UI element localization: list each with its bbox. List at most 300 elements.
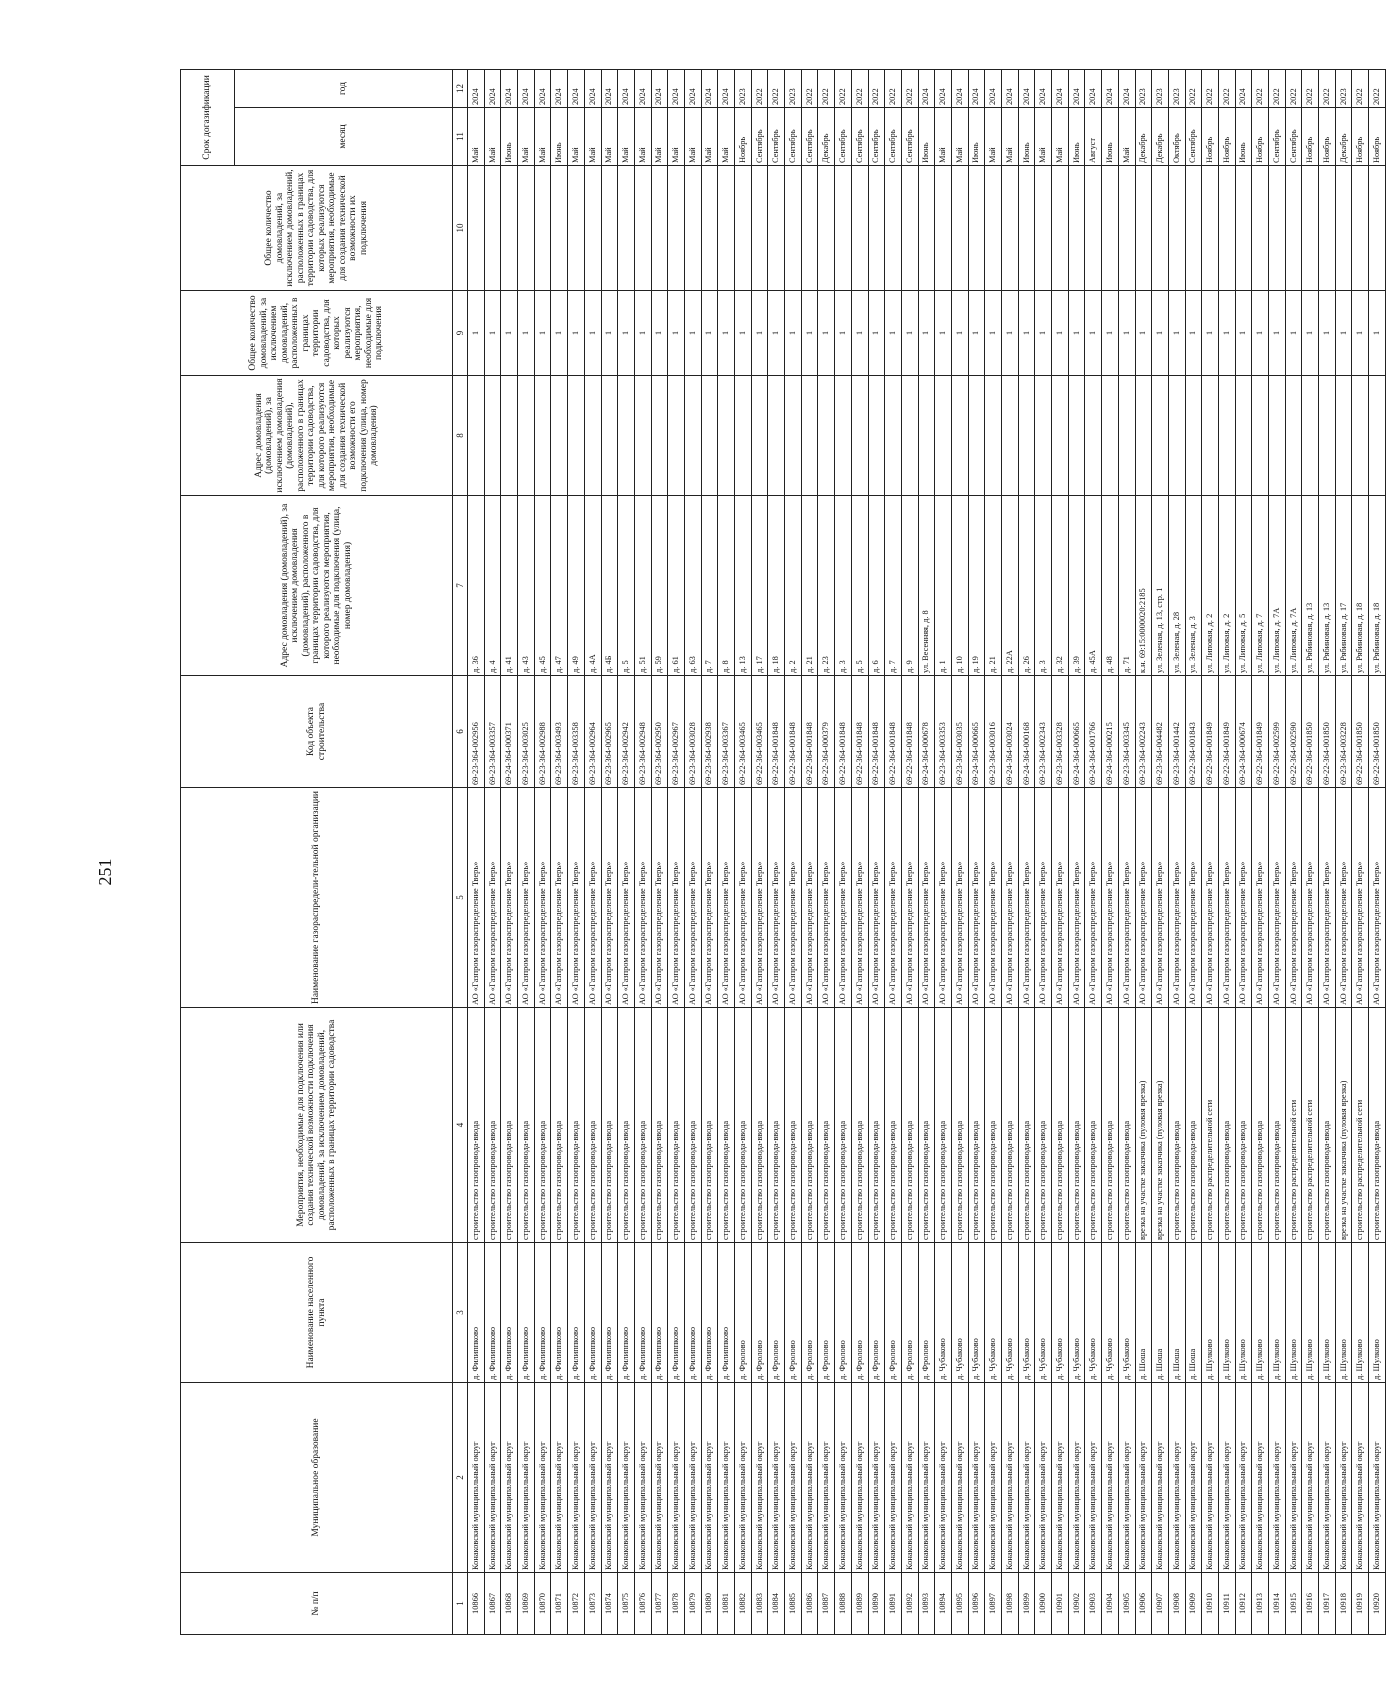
table-row [584,69,601,1634]
municipality-cell: Конаковский муниципальный округ [1335,1383,1352,1573]
settlement-cell: д. Чубаково [968,1243,985,1383]
object-code-cell: 69-24-364-000168 [1018,676,1035,788]
municipality-cell: Конаковский муниципальный округ [751,1383,768,1573]
address-connection-cell: д. 3 [1035,496,1052,676]
row-number: 10873 [584,1573,601,1635]
object-code-cell: 69-22-364-001849 [1202,676,1219,788]
count-connection-cell: 1 [718,291,735,376]
row-number: 10889 [851,1573,868,1635]
municipality-cell: Конаковский муниципальный округ [668,1383,685,1573]
measure-cell: строительство газопровода-ввода [1002,1008,1019,1243]
table-body [453,69,1386,1634]
column-number: 5 [453,788,468,1008]
municipality-cell: Конаковский муниципальный округ [1118,1383,1135,1573]
measure-cell: строительство газопровода-ввода [851,1008,868,1243]
count-connection-cell: 1 [618,291,635,376]
row-number: 10911 [1218,1573,1235,1635]
settlement-cell: д. Фролово [735,1243,752,1383]
object-code-cell: 69-22-364-001848 [885,676,902,788]
table-row [501,69,518,1634]
organization-cell: АО «Газпром газораспределение Тверь» [768,788,785,1008]
month-cell: Май [568,108,585,166]
year-cell: 2023 [1335,69,1352,107]
month-cell: Ноябрь [1252,108,1269,166]
table-row [1269,69,1286,1634]
month-cell: Май [1118,108,1135,166]
address-connection-cell: д. 8 [718,496,735,676]
table-row [534,69,551,1634]
settlement-cell: д. Шоша [1185,1243,1202,1383]
object-code-cell: 69-24-364-000674 [1235,676,1252,788]
address-connection-cell: ул. Рябиновая, д. 17 [1335,496,1352,676]
municipality-cell: Конаковский муниципальный округ [618,1383,635,1573]
measure-cell: строительство газопровода-ввода [818,1008,835,1243]
organization-cell: АО «Газпром газораспределение Тверь» [1319,788,1336,1008]
settlement-cell: д. Филиппково [534,1243,551,1383]
count-connection-cell: 1 [1252,291,1269,376]
object-code-cell: 69-22-364-001849 [1218,676,1235,788]
settlement-cell: д. Чубаково [1052,1243,1069,1383]
count-capability-cell [684,166,701,291]
table-row [468,69,485,1634]
year-cell: 2024 [668,69,685,107]
address-capability-cell [618,376,635,496]
object-code-cell: 69-23-364-003228 [1335,676,1352,788]
count-capability-cell [1168,166,1185,291]
address-capability-cell [985,376,1002,496]
count-capability-cell [785,166,802,291]
count-capability-cell [1218,166,1235,291]
row-number: 10882 [735,1573,752,1635]
object-code-cell: 69-22-364-001848 [835,676,852,788]
row-number: 10896 [968,1573,985,1635]
address-connection-cell: д. 4А [584,496,601,676]
organization-cell: АО «Газпром газораспределение Тверь» [785,788,802,1008]
object-code-cell: 69-23-364-003016 [985,676,1002,788]
header-count-connection: Общее количество домовладений, за исключением домовладений, расположенных в границах территории садоводства, для которых реализуются мероприятия, необходимые для подключения [181,291,453,376]
address-connection-cell: ул. Весенняя, д. 8 [918,496,935,676]
year-cell: 2024 [1018,69,1035,107]
month-cell: Декабрь [1335,108,1352,166]
settlement-cell: д. Шулково [1319,1243,1336,1383]
organization-cell: АО «Газпром газораспределение Тверь» [1135,788,1152,1008]
organization-cell: АО «Газпром газораспределение Тверь» [1118,788,1135,1008]
header-object-code: Код объекта строительства [181,676,453,788]
month-cell: Май [1035,108,1052,166]
object-code-cell: 69-23-364-002343 [1035,676,1052,788]
object-code-cell: 69-24-364-000665 [1068,676,1085,788]
settlement-cell: д. Филиппково [468,1243,485,1383]
table-row [818,69,835,1634]
column-number: 1 [453,1573,468,1635]
count-connection-cell: 1 [1302,291,1319,376]
settlement-cell: д. Чубаково [935,1243,952,1383]
count-connection-cell: 1 [935,291,952,376]
year-cell: 2024 [701,69,718,107]
municipality-cell: Конаковский муниципальный округ [868,1383,885,1573]
address-connection-cell: ул. Рябиновая, д. 18 [1352,496,1369,676]
object-code-cell: 69-23-364-003493 [551,676,568,788]
measure-cell: врезка на участке заказчика (пуловая врезка) [1152,1008,1169,1243]
row-number: 10877 [651,1573,668,1635]
address-connection-cell: д. 26 [1018,496,1035,676]
row-number: 10868 [501,1573,518,1635]
table-row [1218,69,1235,1634]
address-connection-cell: д. 49 [568,496,585,676]
settlement-cell: д. Шоша [1135,1243,1152,1383]
year-cell: 2024 [1085,69,1102,107]
address-connection-cell: д. 63 [684,496,701,676]
row-number: 10893 [918,1573,935,1635]
gasification-table [180,69,1386,1635]
address-capability-cell [935,376,952,496]
address-capability-cell [1102,376,1119,496]
object-code-cell: 69-23-364-002964 [584,676,601,788]
municipality-cell: Конаковский муниципальный округ [1035,1383,1052,1573]
table-row [701,69,718,1634]
organization-cell: АО «Газпром газораспределение Тверь» [684,788,701,1008]
settlement-cell: д. Шулково [1235,1243,1252,1383]
count-capability-cell [1352,166,1369,291]
column-number: 12 [453,69,468,107]
row-number: 10894 [935,1573,952,1635]
address-capability-cell [551,376,568,496]
municipality-cell: Конаковский муниципальный округ [1269,1383,1286,1573]
count-capability-cell [835,166,852,291]
measure-cell: строительство газопровода-ввода [968,1008,985,1243]
header-year: год [235,69,453,107]
address-connection-cell: д. 48 [1102,496,1119,676]
address-capability-cell [484,376,501,496]
address-capability-cell [568,376,585,496]
settlement-cell: д. Фролово [918,1243,935,1383]
count-capability-cell [801,166,818,291]
address-capability-cell [901,376,918,496]
year-cell: 2024 [1068,69,1085,107]
municipality-cell: Конаковский муниципальный округ [1235,1383,1252,1573]
row-number: 10886 [801,1573,818,1635]
address-capability-cell [1285,376,1302,496]
count-connection-cell: 1 [751,291,768,376]
municipality-cell: Конаковский муниципальный округ [768,1383,785,1573]
municipality-cell: Конаковский муниципальный округ [985,1383,1002,1573]
count-capability-cell [1335,166,1352,291]
address-capability-cell [1152,376,1169,496]
row-number: 10884 [768,1573,785,1635]
count-capability-cell [901,166,918,291]
count-capability-cell [701,166,718,291]
row-number: 10897 [985,1573,1002,1635]
address-capability-cell [501,376,518,496]
table-row [1285,69,1302,1634]
year-cell: 2022 [835,69,852,107]
header-count-capability: Общее количество домовладений, за исключением домовладений, расположенных в границах территории садоводства, для которых реализуются мероприятия, необходимые для создания технической возможности их подключения [181,166,453,291]
settlement-cell: д. Чубаково [1085,1243,1102,1383]
municipality-cell: Конаковский муниципальный округ [1135,1383,1152,1573]
measure-cell: строительство газопровода-ввода [484,1008,501,1243]
municipality-cell: Конаковский муниципальный округ [1052,1383,1069,1573]
address-connection-cell: д. 1 [935,496,952,676]
month-cell: Ноябрь [1218,108,1235,166]
measure-cell: строительство газопровода-ввода [901,1008,918,1243]
table-row [1369,69,1386,1634]
year-cell: 2024 [518,69,535,107]
count-connection-cell: 1 [851,291,868,376]
table-row [1102,69,1119,1634]
table-row [618,69,635,1634]
month-cell: Сентябрь [768,108,785,166]
address-connection-cell: д. 5 [618,496,635,676]
year-cell: 2024 [584,69,601,107]
table-row [518,69,535,1634]
count-capability-cell [1202,166,1219,291]
year-cell: 2024 [985,69,1002,107]
month-cell: Ноябрь [1302,108,1319,166]
address-connection-cell: ул. Зеленая, д. 28 [1168,496,1185,676]
column-number: 7 [453,496,468,676]
month-cell: Май [701,108,718,166]
count-capability-cell [468,166,485,291]
address-capability-cell [534,376,551,496]
settlement-cell: д. Чубаково [1002,1243,1019,1383]
row-number: 10905 [1118,1573,1135,1635]
municipality-cell: Конаковский муниципальный округ [901,1383,918,1573]
measure-cell: строительство газопровода-ввода [1235,1008,1252,1243]
municipality-cell: Конаковский муниципальный округ [701,1383,718,1573]
measure-cell: строительство газопровода-ввода [1052,1008,1069,1243]
month-cell: Октябрь [1168,108,1185,166]
row-number: 10885 [785,1573,802,1635]
address-connection-cell: д. 4Б [601,496,618,676]
address-connection-cell: ул. Рябиновая, д. 13 [1319,496,1336,676]
row-number: 10869 [518,1573,535,1635]
address-connection-cell: ул. Рябиновая, д. 13 [1302,496,1319,676]
count-connection-cell: 1 [818,291,835,376]
count-capability-cell [735,166,752,291]
table-row [735,69,752,1634]
month-cell: Июнь [1018,108,1035,166]
settlement-cell: д. Филиппково [601,1243,618,1383]
municipality-cell: Конаковский муниципальный округ [1285,1383,1302,1573]
address-capability-cell [1002,376,1019,496]
month-cell: Декабрь [1152,108,1169,166]
municipality-cell: Конаковский муниципальный округ [551,1383,568,1573]
address-connection-cell: ул. Зеленая, д. 13, стр. 1 [1152,496,1169,676]
month-cell: Май [618,108,635,166]
address-capability-cell [1302,376,1319,496]
count-connection-cell: 1 [1352,291,1369,376]
table-row [935,69,952,1634]
object-code-cell: 69-23-364-002942 [618,676,635,788]
month-cell: Май [584,108,601,166]
settlement-cell: д. Фролово [885,1243,902,1383]
object-code-cell: 69-22-364-003465 [751,676,768,788]
table-row [1052,69,1069,1634]
settlement-cell: д. Фролово [785,1243,802,1383]
organization-cell: АО «Газпром газораспределение Тверь» [1218,788,1235,1008]
count-connection-cell: 1 [534,291,551,376]
measure-cell: строительство газопровода-ввода [985,1008,1002,1243]
settlement-cell: д. Фролово [818,1243,835,1383]
object-code-cell: 69-22-364-001848 [768,676,785,788]
month-cell: Июнь [501,108,518,166]
municipality-cell: Конаковский муниципальный округ [1085,1383,1102,1573]
address-capability-cell [668,376,685,496]
count-capability-cell [634,166,651,291]
count-connection-cell: 1 [1202,291,1219,376]
settlement-cell: д. Филиппково [568,1243,585,1383]
organization-cell: АО «Газпром газораспределение Тверь» [885,788,902,1008]
measure-cell: врезка на участке заказчика (пуловая врезка) [1335,1008,1352,1243]
row-number: 10887 [818,1573,835,1635]
settlement-cell: д. Филиппково [701,1243,718,1383]
measure-cell: строительство газопровода-ввода [801,1008,818,1243]
address-capability-cell [768,376,785,496]
address-capability-cell [851,376,868,496]
address-capability-cell [751,376,768,496]
count-capability-cell [1135,166,1152,291]
table-row [768,69,785,1634]
month-cell: Май [468,108,485,166]
count-connection-cell: 1 [801,291,818,376]
organization-cell: АО «Газпром газораспределение Тверь» [584,788,601,1008]
rotated-page [180,70,1381,1635]
count-capability-cell [1052,166,1069,291]
table-row [901,69,918,1634]
address-capability-cell [818,376,835,496]
month-cell: Май [651,108,668,166]
year-cell: 2022 [1218,69,1235,107]
table-row [1085,69,1102,1634]
table-row [918,69,935,1634]
row-number: 10895 [951,1573,968,1635]
year-cell: 2024 [951,69,968,107]
column-number: 3 [453,1243,468,1383]
address-capability-cell [1052,376,1069,496]
measure-cell: строительство газопровода-ввода [1035,1008,1052,1243]
address-connection-cell: ул. Зеленая, д. 3 [1185,496,1202,676]
table-row [801,69,818,1634]
month-cell: Сентябрь [785,108,802,166]
measure-cell: строительство газопровода-ввода [651,1008,668,1243]
settlement-cell: д. Шулково [1252,1243,1269,1383]
municipality-cell: Конаковский муниципальный округ [1319,1383,1336,1573]
address-capability-cell [918,376,935,496]
row-number: 10880 [701,1573,718,1635]
month-cell: Май [684,108,701,166]
page-number: 251 [95,858,115,886]
year-cell: 2024 [1052,69,1069,107]
row-number: 10898 [1002,1573,1019,1635]
municipality-cell: Конаковский муниципальный округ [801,1383,818,1573]
row-number: 10892 [901,1573,918,1635]
month-cell: Ноябрь [1202,108,1219,166]
table-row [634,69,651,1634]
municipality-cell: Конаковский муниципальный округ [1185,1383,1202,1573]
settlement-cell: д. Фролово [768,1243,785,1383]
measure-cell: строительство газопровода-ввода [518,1008,535,1243]
count-capability-cell [1302,166,1319,291]
object-code-cell: 69-23-364-002950 [651,676,668,788]
year-cell: 2024 [468,69,485,107]
row-number: 10918 [1335,1573,1352,1635]
settlement-cell: д. Фролово [868,1243,885,1383]
organization-cell: АО «Газпром газораспределение Тверь» [751,788,768,1008]
organization-cell: АО «Газпром газораспределение Тверь» [1185,788,1202,1008]
year-cell: 2024 [935,69,952,107]
year-cell: 2022 [1185,69,1202,107]
year-cell: 2022 [1302,69,1319,107]
settlement-cell: д. Фролово [851,1243,868,1383]
settlement-cell: д. Шулково [1369,1243,1386,1383]
municipality-cell: Конаковский муниципальный округ [1068,1383,1085,1573]
address-connection-cell: д. 45 [534,496,551,676]
settlement-cell: д. Филиппково [518,1243,535,1383]
table-row [785,69,802,1634]
count-connection-cell: 1 [1152,291,1169,376]
month-cell: Май [484,108,501,166]
measure-cell: строительство распределительной сети [1352,1008,1369,1243]
address-capability-cell [1035,376,1052,496]
organization-cell: АО «Газпром газораспределение Тверь» [551,788,568,1008]
object-code-cell: 69-22-364-001849 [1252,676,1269,788]
settlement-cell: д. Филиппково [501,1243,518,1383]
address-capability-cell [951,376,968,496]
organization-cell: АО «Газпром газораспределение Тверь» [951,788,968,1008]
measure-cell: строительство газопровода-ввода [1319,1008,1336,1243]
month-cell: Май [718,108,735,166]
object-code-cell: 69-23-364-003367 [718,676,735,788]
month-cell: Сентябрь [1285,108,1302,166]
address-connection-cell: ул. Рябиновая, д. 18 [1369,496,1386,676]
count-capability-cell [1035,166,1052,291]
settlement-cell: д. Фролово [835,1243,852,1383]
measure-cell: строительство газопровода-ввода [768,1008,785,1243]
count-capability-cell [1269,166,1286,291]
settlement-cell: д. Шулково [1269,1243,1286,1383]
year-cell: 2024 [718,69,735,107]
year-cell: 2023 [735,69,752,107]
address-connection-cell: д. 19 [968,496,985,676]
count-connection-cell: 1 [768,291,785,376]
count-connection-cell: 1 [484,291,501,376]
measure-cell: строительство газопровода-ввода [1118,1008,1135,1243]
organization-cell: АО «Газпром газораспределение Тверь» [618,788,635,1008]
column-numbers-row [453,69,468,1634]
month-cell: Ноябрь [735,108,752,166]
count-connection-cell: 1 [1018,291,1035,376]
row-number: 10916 [1302,1573,1319,1635]
organization-cell: АО «Газпром газораспределение Тверь» [868,788,885,1008]
organization-cell: АО «Газпром газораспределение Тверь» [901,788,918,1008]
municipality-cell: Конаковский муниципальный округ [1168,1383,1185,1573]
column-number: 11 [453,108,468,166]
municipality-cell: Конаковский муниципальный округ [851,1383,868,1573]
year-cell: 2024 [1235,69,1252,107]
table-row [835,69,852,1634]
count-connection-cell: 1 [1068,291,1085,376]
municipality-cell: Конаковский муниципальный округ [634,1383,651,1573]
count-capability-cell [618,166,635,291]
row-number: 10914 [1269,1573,1286,1635]
year-cell: 2022 [901,69,918,107]
count-connection-cell: 1 [468,291,485,376]
table-row [751,69,768,1634]
count-capability-cell [568,166,585,291]
count-capability-cell [534,166,551,291]
count-capability-cell [851,166,868,291]
table-row [1352,69,1369,1634]
